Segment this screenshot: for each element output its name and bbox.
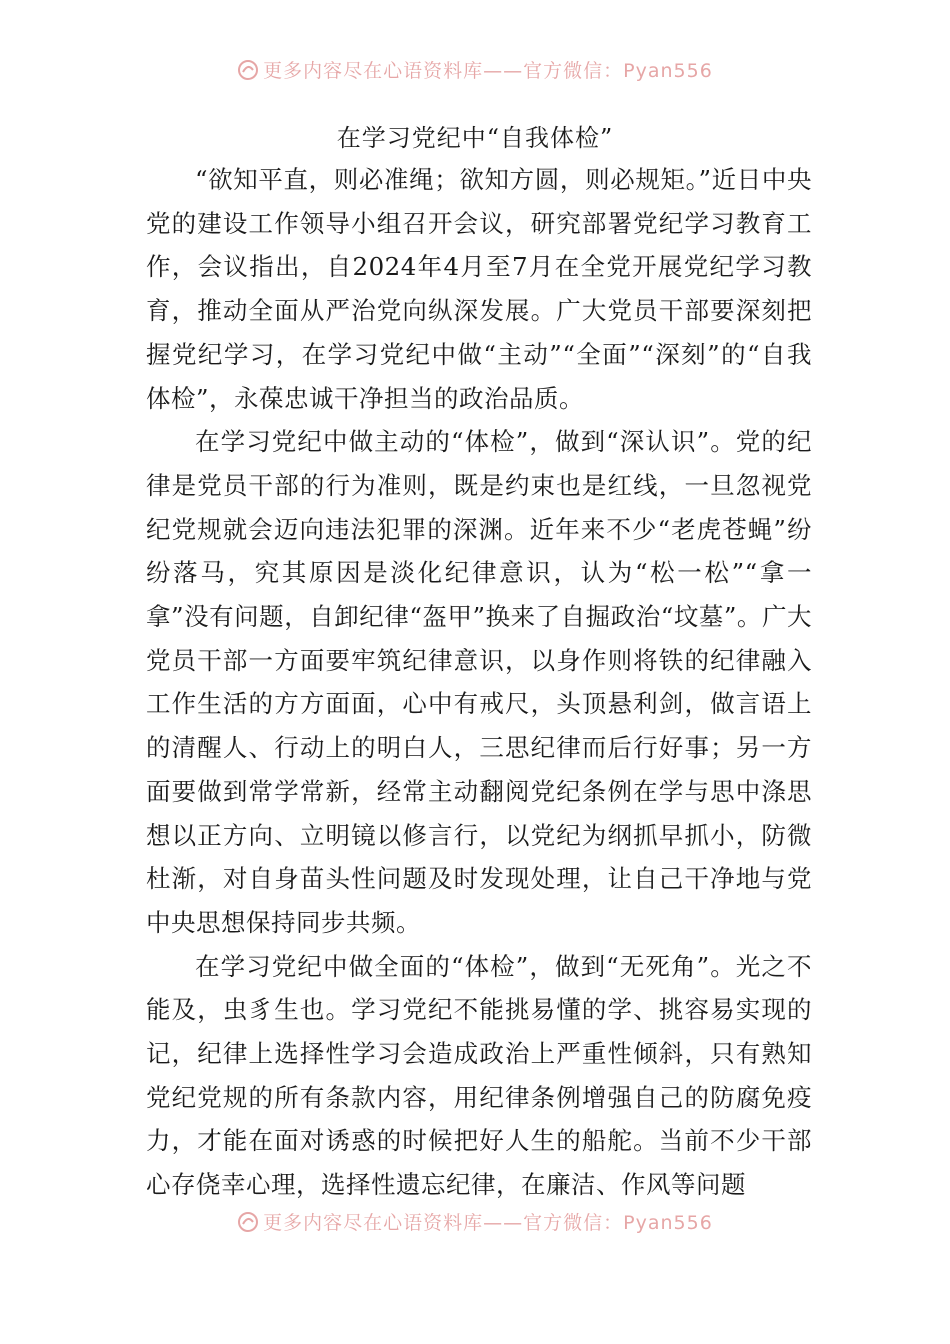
paragraph: 在学习党纪中做全面的“体检”，做到“无死角”。光之不能及，虫豸生也。学习党纪不能挑易懂的学、挑容易实现的记，纪律上选择性学习会造成政治上严重性倾斜，只有熟知党纪党规的所有条款内容，用纪律条例增强自己的防腐免疫力，才能在面对诱惑的时候把好人生的船舵。当前不少干部心存侥幸心理，选择性遗忘纪律，在廉洁、作风等问题 <box>146 951 812 1200</box>
paragraph: “欲知平直，则必准绳；欲知方圆，则必规矩。”近日中央党的建设工作领导小组召开会议，研究部署党纪学习教育工作，会议指出，自2024年4月至7月在全党开展党纪学习教育，推动全面从严治党向纵深发展。广大党员干部要深刻把握党纪学习，在学习党纪中做“主动”“全面”“深刻”的“自我体检”，永葆忠诚干净担当的政治品质。 <box>146 165 812 413</box>
watermark-header <box>0 56 950 83</box>
watermark-logo-icon <box>237 1211 259 1233</box>
watermark-logo-icon <box>237 59 259 81</box>
watermark-text: 更多内容尽在心语资料库——官方微信：Pyan556 <box>263 60 713 82</box>
watermark-text: 更多内容尽在心语资料库——官方微信：Pyan556 <box>263 1212 713 1234</box>
document-body <box>146 158 812 1207</box>
paragraph: 在学习党纪中做主动的“体检”，做到“深认识”。党的纪律是党员干部的行为准则，既是约束也是红线，一旦忽视党纪党规就会迈向违法犯罪的深渊。近年来不少“老虎苍蝇”纷纷落马，究其原因是淡化纪律意识，认为“松一松”“拿一拿”没有问题，自卸纪律“盔甲”换来了自掘政治“坟墓”。广大党员干部一方面要牢筑纪律意识，以身作则将铁的纪律融入工作生活的方方面面，心中有戒尺，头顶悬利剑，做言语上的清醒人、行动上的明白人，三思纪律而后行好事；另一方面要做到常学常新，经常主动翻阅党纪条例在学与思中涤思想以正方向、立明镜以修言行，以党纪为纲抓早抓小，防微杜渐，对自身苗头性问题及时发现处理，让自己干净地与党中央思想保持同步共频。 <box>146 427 812 937</box>
watermark-footer <box>0 1208 950 1235</box>
document-title: 在学习党纪中“自我体检” <box>336 124 614 152</box>
